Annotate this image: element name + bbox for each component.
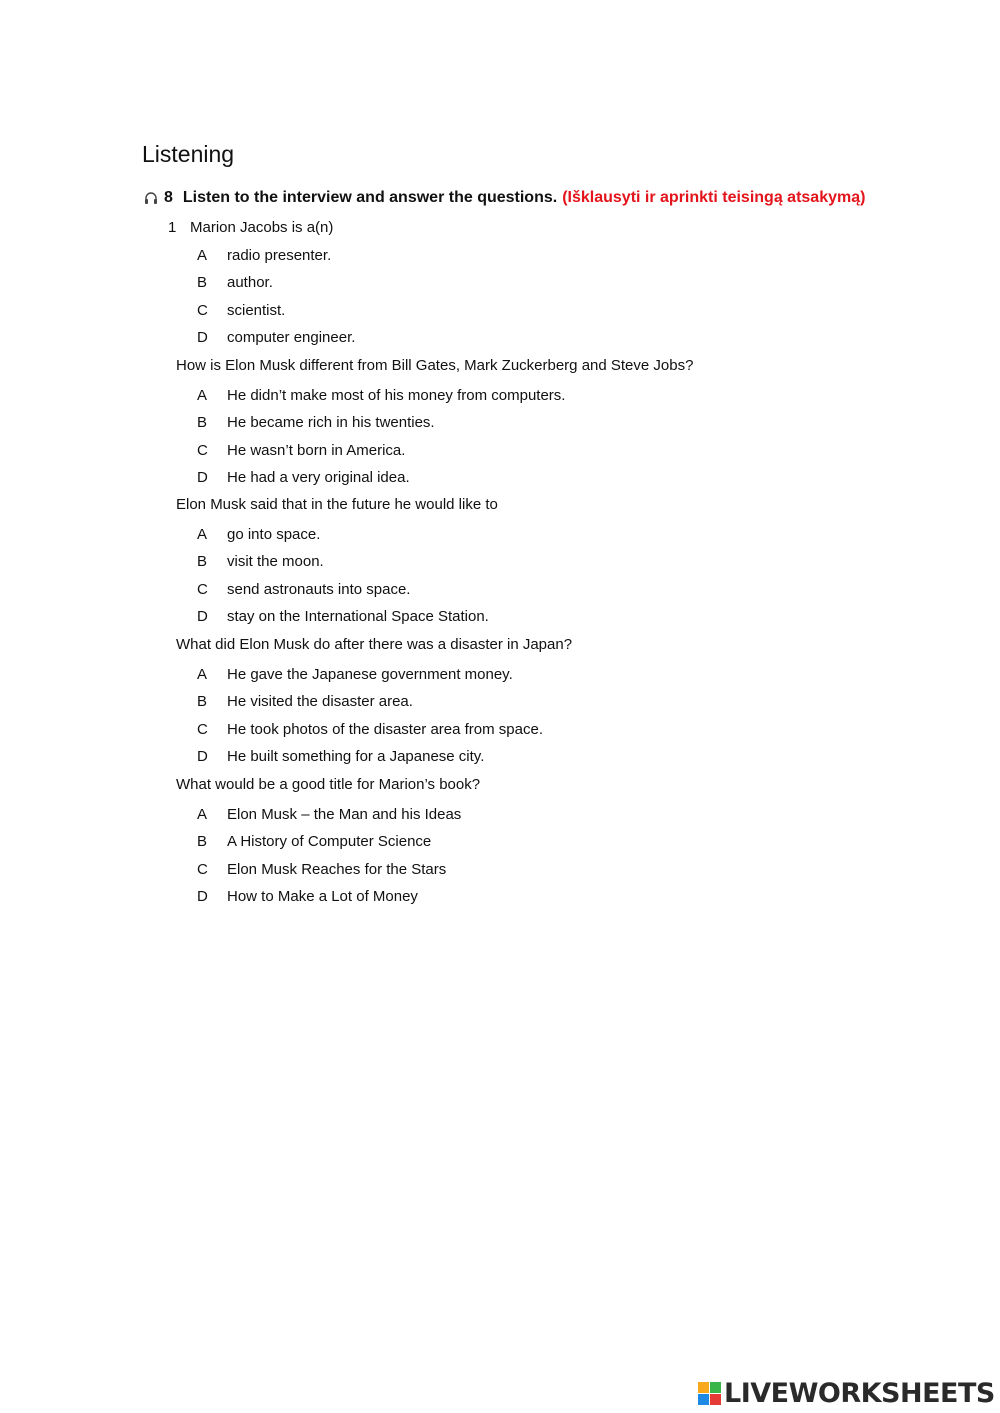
exercise-number: 8 <box>164 189 173 206</box>
answer-option[interactable] <box>197 302 797 322</box>
logo-mark-icon <box>698 1382 721 1405</box>
question <box>176 636 572 653</box>
option-letter: A <box>197 387 208 404</box>
answer-option[interactable] <box>197 581 797 601</box>
exercise-instruction <box>144 189 865 207</box>
option-text: He wasn’t born in America. <box>227 442 406 459</box>
answer-option[interactable] <box>197 329 797 349</box>
question-text: What did Elon Musk do after there was a disaster in Japan? <box>176 636 573 653</box>
option-text: He became rich in his twenties. <box>227 414 435 431</box>
option-text: radio presenter. <box>227 247 332 264</box>
option-text: Elon Musk – the Man and his Ideas <box>227 806 462 823</box>
option-letter: B <box>197 274 208 291</box>
answer-option[interactable] <box>197 721 797 741</box>
option-letter: C <box>197 581 208 598</box>
option-text: stay on the International Space Station. <box>227 608 489 625</box>
answer-option[interactable] <box>197 247 797 267</box>
option-letter: B <box>197 553 208 570</box>
question-number: 1 <box>168 219 177 236</box>
option-letter: C <box>197 721 208 738</box>
question-text: How is Elon Musk different from Bill Gates, Mark Zuckerberg and Steve Jobs? <box>176 357 694 374</box>
instruction-text: Listen to the interview and answer the questions. <box>182 189 558 206</box>
option-text: Elon Musk Reaches for the Stars <box>227 861 447 878</box>
answer-option[interactable] <box>197 526 797 546</box>
question-text: What would be a good title for Marion’s book? <box>176 776 481 793</box>
option-text: He didn’t make most of his money from computers. <box>227 387 566 404</box>
option-text: He gave the Japanese government money. <box>227 666 513 683</box>
answer-option[interactable] <box>197 748 797 768</box>
option-letter: C <box>197 861 208 878</box>
answer-option[interactable] <box>197 666 797 686</box>
option-text: A History of Computer Science <box>227 833 432 850</box>
option-letter: D <box>197 469 208 486</box>
question-text: Elon Musk said that in the future he would like to <box>176 496 498 513</box>
answer-option[interactable] <box>197 693 797 713</box>
instruction-note: (Išklausyti ir aprinkti teisingą atsakymą) <box>562 189 866 206</box>
option-letter: C <box>197 302 208 319</box>
option-text: go into space. <box>227 526 321 543</box>
option-text: author. <box>227 274 273 291</box>
answer-option[interactable] <box>197 442 797 462</box>
option-letter: B <box>197 693 208 710</box>
answer-option[interactable] <box>197 469 797 489</box>
liveworksheets-logo <box>698 1378 995 1409</box>
answer-option[interactable] <box>197 553 797 573</box>
option-letter: A <box>197 526 208 543</box>
option-text: How to Make a Lot of Money <box>227 888 418 905</box>
option-letter: D <box>197 888 208 905</box>
answer-option[interactable] <box>197 414 797 434</box>
option-text: He visited the disaster area. <box>227 693 413 710</box>
option-text: He built something for a Japanese city. <box>227 748 485 765</box>
headphones-icon <box>144 191 158 205</box>
option-text: scientist. <box>227 302 286 319</box>
option-text: send astronauts into space. <box>227 581 411 598</box>
option-text: He had a very original idea. <box>227 469 410 486</box>
option-text: computer engineer. <box>227 329 356 346</box>
option-letter: D <box>197 329 208 346</box>
answer-option[interactable] <box>197 806 797 826</box>
option-letter: D <box>197 608 208 625</box>
option-letter: D <box>197 748 208 765</box>
option-letter: A <box>197 666 208 683</box>
answer-option[interactable] <box>197 274 797 294</box>
logo-text: LIVEWORKSHEETS <box>724 1378 995 1409</box>
page-heading: Listening <box>142 141 235 167</box>
question <box>176 357 693 374</box>
question <box>176 496 498 513</box>
question <box>176 776 480 793</box>
option-letter: C <box>197 442 208 459</box>
answer-option[interactable] <box>197 861 797 881</box>
option-letter: A <box>197 247 208 264</box>
option-text: He took photos of the disaster area from space. <box>227 721 544 738</box>
question-text: Marion Jacobs is a(n) <box>190 219 334 236</box>
option-letter: B <box>197 414 208 431</box>
question <box>168 219 333 236</box>
answer-option[interactable] <box>197 608 797 628</box>
answer-option[interactable] <box>197 387 797 407</box>
option-text: visit the moon. <box>227 553 324 570</box>
option-letter: B <box>197 833 208 850</box>
answer-option[interactable] <box>197 833 797 853</box>
answer-option[interactable] <box>197 888 797 908</box>
option-letter: A <box>197 806 208 823</box>
